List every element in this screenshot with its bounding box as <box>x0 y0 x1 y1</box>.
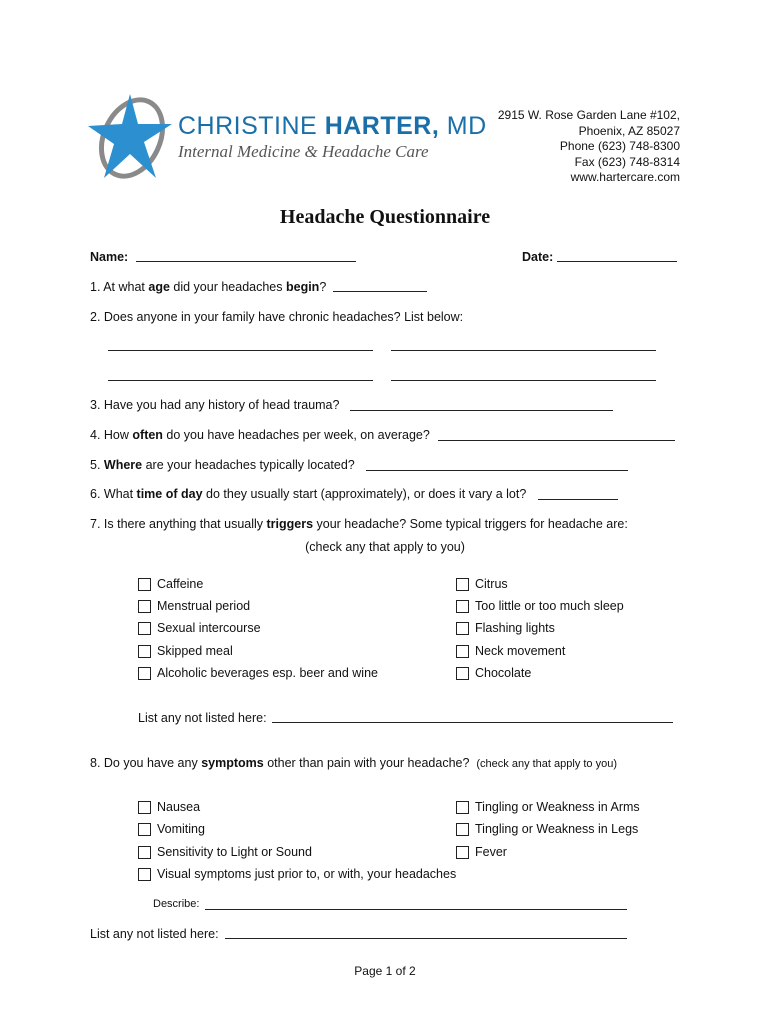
trigger-alcoholic-beverages[interactable]: Alcoholic beverages esp. beer and wine <box>138 666 378 680</box>
address-block <box>498 108 680 186</box>
checkbox[interactable] <box>138 823 151 836</box>
symptoms-other-label: List any not listed here: <box>90 927 219 941</box>
trigger-sexual-intercourse[interactable]: Sexual intercourse <box>138 621 261 635</box>
location-field[interactable] <box>366 470 628 471</box>
trigger-citrus[interactable]: Citrus <box>456 577 508 591</box>
brand-last-name: HARTER, <box>324 112 440 140</box>
trigger-skipped-meal[interactable]: Skipped meal <box>138 644 233 658</box>
time-of-day-field[interactable] <box>538 499 618 500</box>
symptom-visual[interactable]: Visual symptoms just prior to, or with, your headaches <box>138 867 456 881</box>
address-city: Phoenix, AZ 85027 <box>578 123 680 138</box>
name-field[interactable] <box>136 261 356 262</box>
checkbox[interactable] <box>456 578 469 591</box>
question-6: 6. What time of day do they usually start (approximately), or does it vary a lot? <box>90 487 527 501</box>
question-1: 1. At what age did your headaches begin? <box>90 280 327 294</box>
checkbox[interactable] <box>456 846 469 859</box>
trigger-caffeine[interactable]: Caffeine <box>138 577 203 591</box>
family-history-field-3[interactable] <box>108 380 373 381</box>
question-4: 4. How often do you have headaches per week, on average? <box>90 428 430 442</box>
practice-subtitle: Internal Medicine & Headache Care <box>178 142 429 161</box>
trigger-neck-movement[interactable]: Neck movement <box>456 644 565 658</box>
triggers-other-label: List any not listed here: <box>138 711 267 725</box>
website-link[interactable]: www.hartercare.com <box>570 170 680 185</box>
checkbox[interactable] <box>138 801 151 814</box>
trigger-chocolate[interactable]: Chocolate <box>456 666 531 680</box>
family-history-field-2[interactable] <box>391 350 656 351</box>
checkbox[interactable] <box>138 578 151 591</box>
question-3: 3. Have you had any history of head trauma? <box>90 398 340 412</box>
date-field[interactable] <box>557 261 677 262</box>
checkbox[interactable] <box>456 600 469 613</box>
trigger-flashing-lights[interactable]: Flashing lights <box>456 621 555 635</box>
date-label: Date: <box>522 250 554 264</box>
practice-logo <box>86 90 178 186</box>
phone-number: Phone (623) 748-8300 <box>559 139 680 154</box>
checkbox[interactable] <box>456 801 469 814</box>
checkbox[interactable] <box>138 667 151 680</box>
practice-name <box>178 112 487 141</box>
describe-field[interactable] <box>205 909 627 910</box>
symptom-nausea[interactable]: Nausea <box>138 800 200 814</box>
trigger-menstrual-period[interactable]: Menstrual period <box>138 599 250 613</box>
checkbox[interactable] <box>138 600 151 613</box>
question-2: 2. Does anyone in your family have chronic headaches? List below: <box>90 310 464 324</box>
checkbox[interactable] <box>456 667 469 680</box>
question-7: 7. Is there anything that usually triggers your headache? Some typical triggers for headache are: <box>90 517 628 531</box>
checkbox[interactable] <box>138 645 151 658</box>
question-8: 8. Do you have any symptoms other than pain with your headache? (check any that apply to you) <box>90 756 618 770</box>
family-history-field-4[interactable] <box>391 380 656 381</box>
checkbox[interactable] <box>456 645 469 658</box>
triggers-other-field[interactable] <box>272 722 673 723</box>
checkbox[interactable] <box>138 846 151 859</box>
name-label: Name: <box>90 250 129 264</box>
question-5: 5. Where are your headaches typically located? <box>90 458 355 472</box>
family-history-field-1[interactable] <box>108 350 373 351</box>
page-number: Page 1 of 2 <box>354 964 416 978</box>
trigger-sleep[interactable]: Too little or too much sleep <box>456 599 624 613</box>
form-title: Headache Questionnaire <box>279 206 491 228</box>
checkbox[interactable] <box>138 868 151 881</box>
age-begin-field[interactable] <box>333 291 427 292</box>
symptom-tingling-arms[interactable]: Tingling or Weakness in Arms <box>456 800 640 814</box>
address-line: 2915 W. Rose Garden Lane #102, <box>497 108 680 122</box>
describe-label: Describe: <box>153 898 200 910</box>
symptom-fever[interactable]: Fever <box>456 845 507 859</box>
symptoms-other-field[interactable] <box>225 938 627 939</box>
brand-first-name: CHRISTINE <box>178 112 318 140</box>
checkbox[interactable] <box>138 622 151 635</box>
frequency-field[interactable] <box>438 440 675 441</box>
brand-suffix: MD <box>446 112 487 140</box>
fax-number: Fax (623) 748-8314 <box>574 154 680 169</box>
triggers-note: (check any that apply to you) <box>305 540 465 554</box>
checkbox[interactable] <box>456 622 469 635</box>
checkbox[interactable] <box>456 823 469 836</box>
symptom-tingling-legs[interactable]: Tingling or Weakness in Legs <box>456 822 638 836</box>
head-trauma-field[interactable] <box>350 410 613 411</box>
symptom-light-sound-sensitivity[interactable]: Sensitivity to Light or Sound <box>138 845 312 859</box>
symptom-vomiting[interactable]: Vomiting <box>138 822 205 836</box>
